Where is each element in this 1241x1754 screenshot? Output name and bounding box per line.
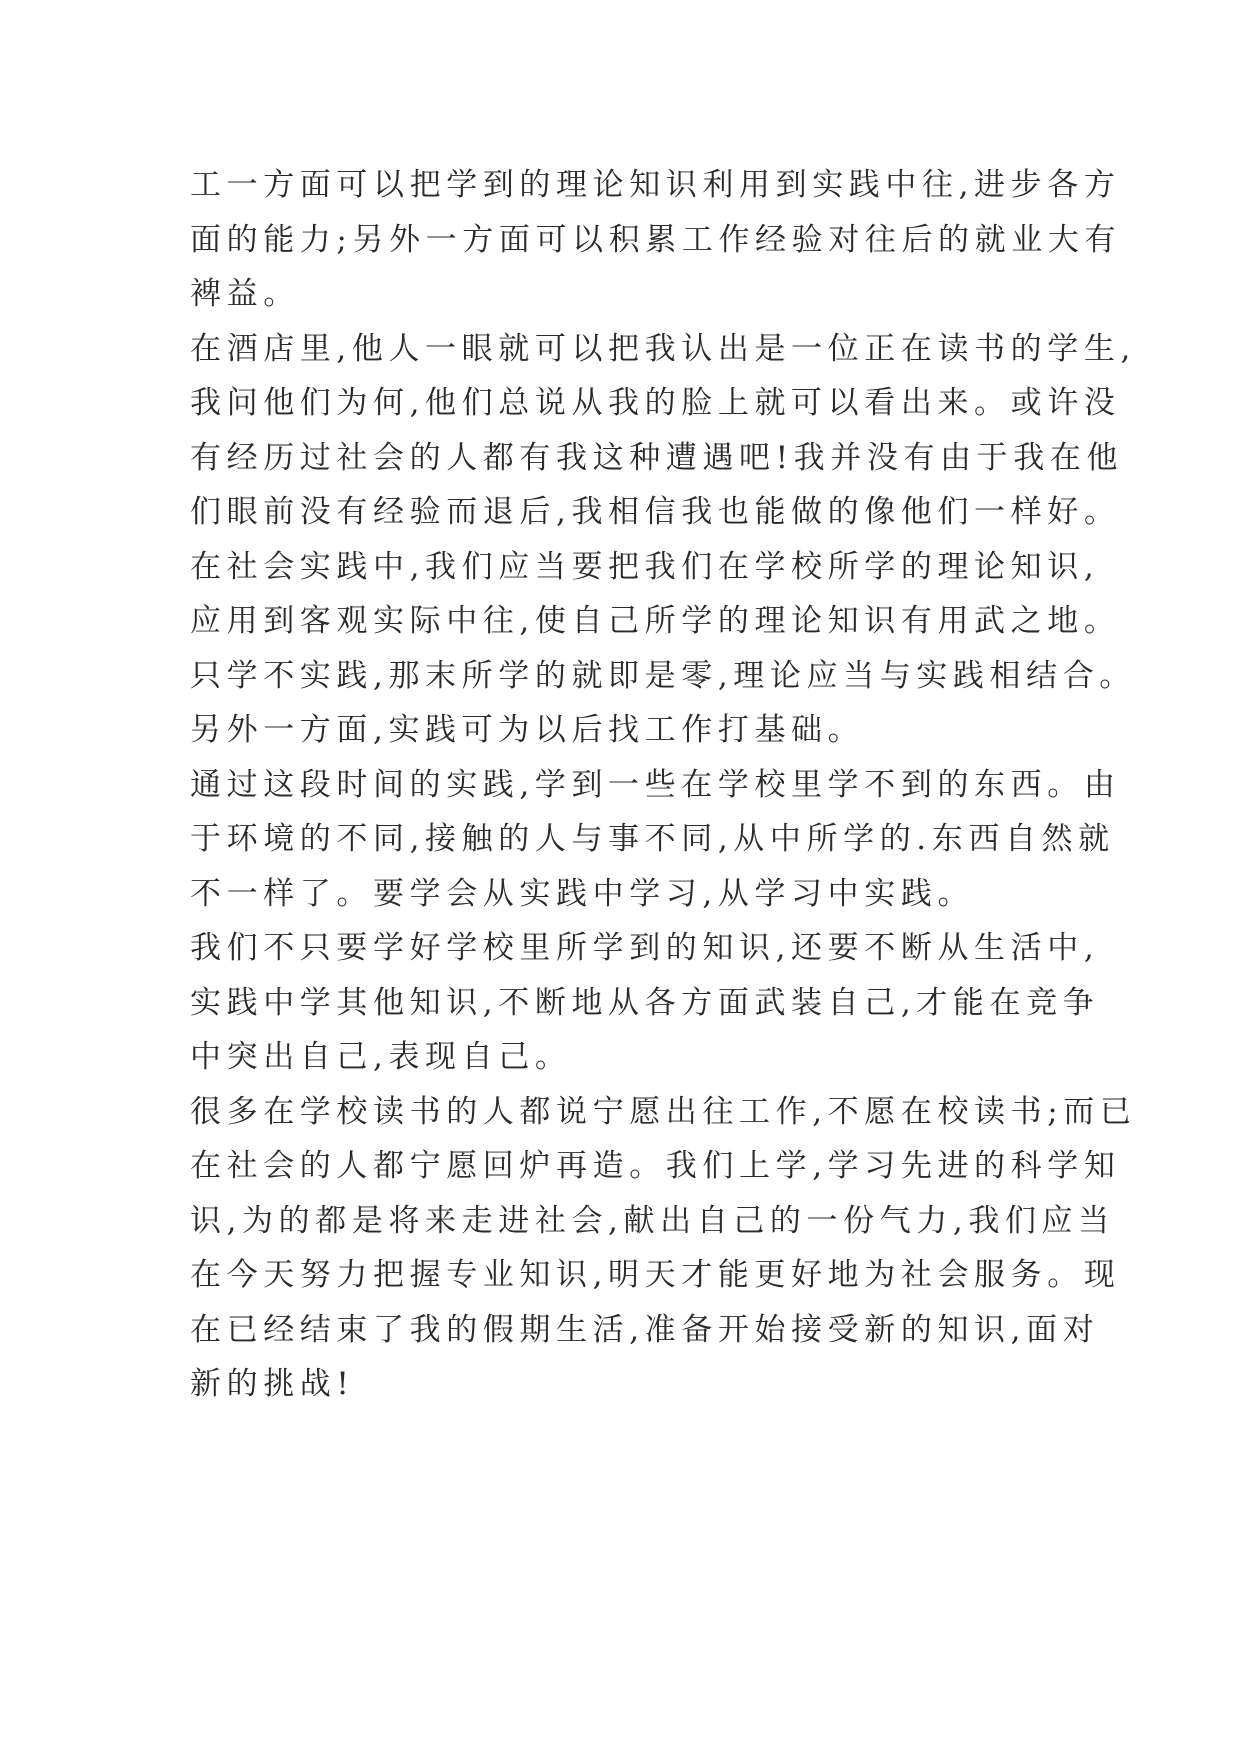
text-line: 在已经结束了我的假期生活,准备开始接受新的知识,面对 bbox=[190, 1311, 1100, 1348]
text-line: 裨益。 bbox=[190, 276, 300, 312]
text-line: 不一样了。要学会从实践中学习,从学习中实践。 bbox=[190, 875, 975, 912]
text-line: 我们不只要学好学校里所学到的知识,还要不断从生活中, bbox=[190, 930, 1100, 966]
text-line: 有经历过社会的人都有我这种遭遇吧!我并没有由于我在他 bbox=[190, 439, 1124, 476]
text-line: 们眼前没有经验而退后,我相信我也能做的像他们一样好。 bbox=[190, 494, 1121, 530]
text-line: 面的能力;另外一方面可以积累工作经验对往后的就业大有 bbox=[190, 221, 1122, 258]
text-line: 通过这段时间的实践,学到一些在学校里学不到的东西。由 bbox=[190, 766, 1121, 803]
text-line: 在社会的人都宁愿回炉再造。我们上学,学习先进的科学知 bbox=[190, 1148, 1121, 1184]
text-line: 另外一方面,实践可为以后找工作打基础。 bbox=[190, 712, 865, 748]
text-line: 在社会实践中,我们应当要把我们在学校所学的理论知识, bbox=[190, 548, 1100, 585]
text-line: 在今天努力把握专业知识,明天才能更好地为社会服务。现 bbox=[190, 1257, 1121, 1293]
text-line: 实践中学其他知识,不断地从各方面武装自己,才能在竞争 bbox=[190, 984, 1100, 1021]
text-line: 应用到客观实际中往,使自己所学的理论知识有用武之地。 bbox=[190, 603, 1121, 639]
text-line: 工一方面可以把学到的理论知识利用到实践中往,进步各方 bbox=[190, 167, 1121, 203]
text-line: 新的挑战! bbox=[190, 1366, 355, 1402]
text-line: 识,为的都是将来走进社会,献出自己的一份气力,我们应当 bbox=[190, 1202, 1115, 1239]
text-line: 于环境的不同,接触的人与事不同,从中所学的.东西自然就 bbox=[190, 821, 1115, 857]
text-line: 我问他们为何,他们总说从我的脸上就可以看出来。或许没 bbox=[190, 385, 1121, 421]
text-line: 中突出自己,表现自己。 bbox=[190, 1039, 572, 1075]
text-line: 很多在学校读书的人都说宁愿出往工作,不愿在校读书;而已 bbox=[190, 1093, 1137, 1130]
body-text bbox=[190, 158, 1137, 1412]
text-line: 在酒店里,他人一眼就可以把我认出是一位正在读书的学生, bbox=[190, 330, 1136, 367]
text-line: 只学不实践,那末所学的就即是零,理论应当与实践相结合。 bbox=[190, 657, 1136, 694]
